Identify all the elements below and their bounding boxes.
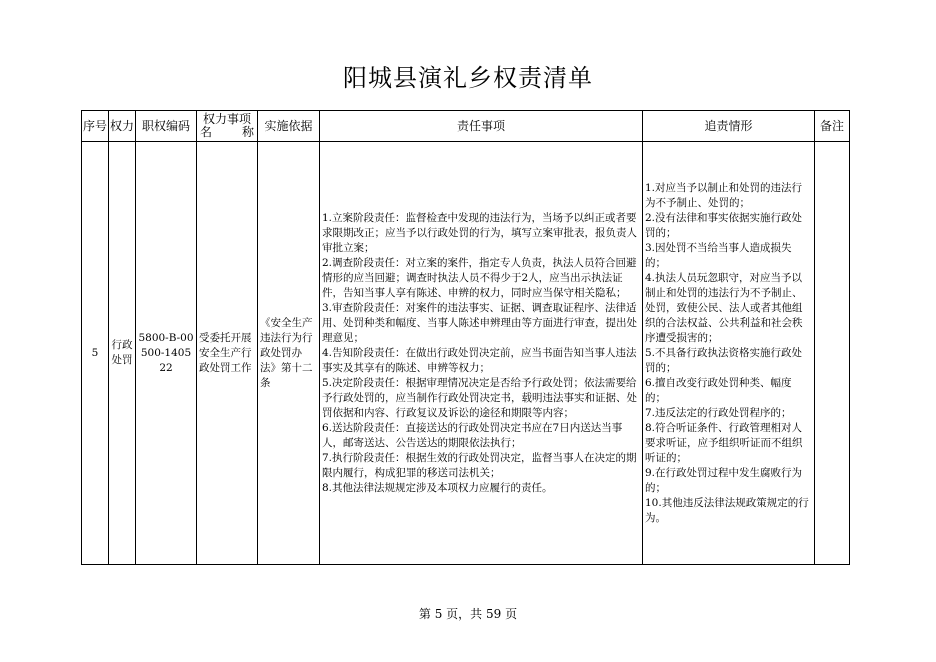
header-item-name [197, 111, 258, 142]
header-remark: 备注 [815, 111, 850, 142]
header-seq: 序号 [82, 111, 109, 142]
cell-seq: 5 [82, 142, 109, 565]
duty-line: 3.审查阶段责任：对案件的违法事实、证据、调查取证程序、法律适用、处罚种类和幅度、当事人陈述申辨理由等方面进行审查，提出处理意见； [322, 301, 637, 344]
header-duty: 责任事项 [320, 111, 643, 142]
header-item-name-line2 [197, 126, 257, 139]
cell-duty [320, 142, 643, 565]
cell-power-type: 行政处罚 [109, 142, 136, 565]
duty-line: 2.调查阶段责任：对立案的案件，指定专人负责，执法人员符合回避情形的应当回避；调查时执法人员不得少于2人，应当出示执法证件，告知当事人享有陈述、申辨的权力，同时应当保守相关隐私； [322, 256, 637, 299]
header-code: 职权编码 [136, 111, 197, 142]
page-title: 阳城县演礼乡权责清单 [343, 64, 593, 92]
accountability-line: 8.符合听证条件、行政管理相对人要求听证，应予组织听证而不组织听证的； [645, 421, 803, 464]
cell-remark [815, 142, 850, 565]
cell-item-name: 受委托开展安全生产行政处罚工作 [197, 142, 258, 565]
cell-code: 5800-B-00500-140522 [136, 142, 197, 565]
accountability-line: 5.不具备行政执法资格实施行政处罚的； [645, 346, 803, 374]
accountability-line: 10.其他违反法律法规政策规定的行为。 [645, 496, 809, 524]
header-power: 权力 [109, 111, 136, 142]
power-responsibility-table [81, 110, 850, 565]
header-item-name-line1: 权力事项 [202, 112, 251, 126]
cell-accountability [643, 142, 815, 565]
accountability-line: 2.没有法律和事实依据实施行政处罚的； [645, 211, 803, 239]
table-header-row [82, 111, 850, 142]
cell-basis: 《安全生产违法行为行政处罚办法》第十二条 [258, 142, 320, 565]
accountability-line: 9.在行政处罚过程中发生腐败行为的； [645, 466, 803, 494]
duty-line: 8.其他法律法规规定涉及本项权力应履行的责任。 [322, 481, 553, 494]
page-footer: 第 5 页，共 59 页 [418, 607, 518, 621]
accountability-line: 1.对应当予以制止和处罚的违法行为不予制止、处罚的； [645, 181, 803, 209]
header-item-name-char2: 称 [241, 125, 254, 139]
accountability-line: 6.擅自改变行政处罚种类、幅度的； [645, 376, 792, 404]
header-accountability: 追责情形 [643, 111, 815, 142]
duty-line: 4.告知阶段责任：在做出行政处罚决定前，应当书面告知当事人违法事实及其享有的陈述、申辨等权力； [322, 346, 637, 374]
accountability-line: 7.违反法定的行政处罚程序的； [645, 406, 792, 419]
table-row [82, 142, 850, 565]
duty-line: 5.决定阶段责任：根据审理情况决定是否给予行政处罚；依法需要给予行政处罚的，应当制作行政处罚决定书，载明违法事实和证据、处罚依据和内容、行政复议及诉讼的途径和期限等内容； [322, 376, 637, 419]
header-item-name-char1: 名 [200, 125, 213, 139]
duty-line: 6.送达阶段责任：直接送达的行政处罚决定书应在7日内送达当事人，邮寄送达、公告送达的期限依法执行； [322, 421, 623, 449]
accountability-line: 3.因处罚不当给当事人造成损失的； [645, 241, 792, 269]
accountability-line: 4.执法人员玩忽职守，对应当予以制止和处罚的违法行为不予制止、处罚，致使公民、法人或者其他组织的合法权益、公共利益和社会秩序遭受损害的； [645, 271, 803, 344]
header-basis: 实施依据 [258, 111, 320, 142]
duty-line: 1.立案阶段责任：监督检查中发现的违法行为，当场予以纠正或者要求限期改正；应当予以行政处罚的行为，填写立案审批表，报负责人审批立案； [322, 211, 637, 254]
duty-line: 7.执行阶段责任：根据生效的行政处罚决定，监督当事人在决定的期限内履行，构成犯罪的移送司法机关； [322, 451, 637, 479]
